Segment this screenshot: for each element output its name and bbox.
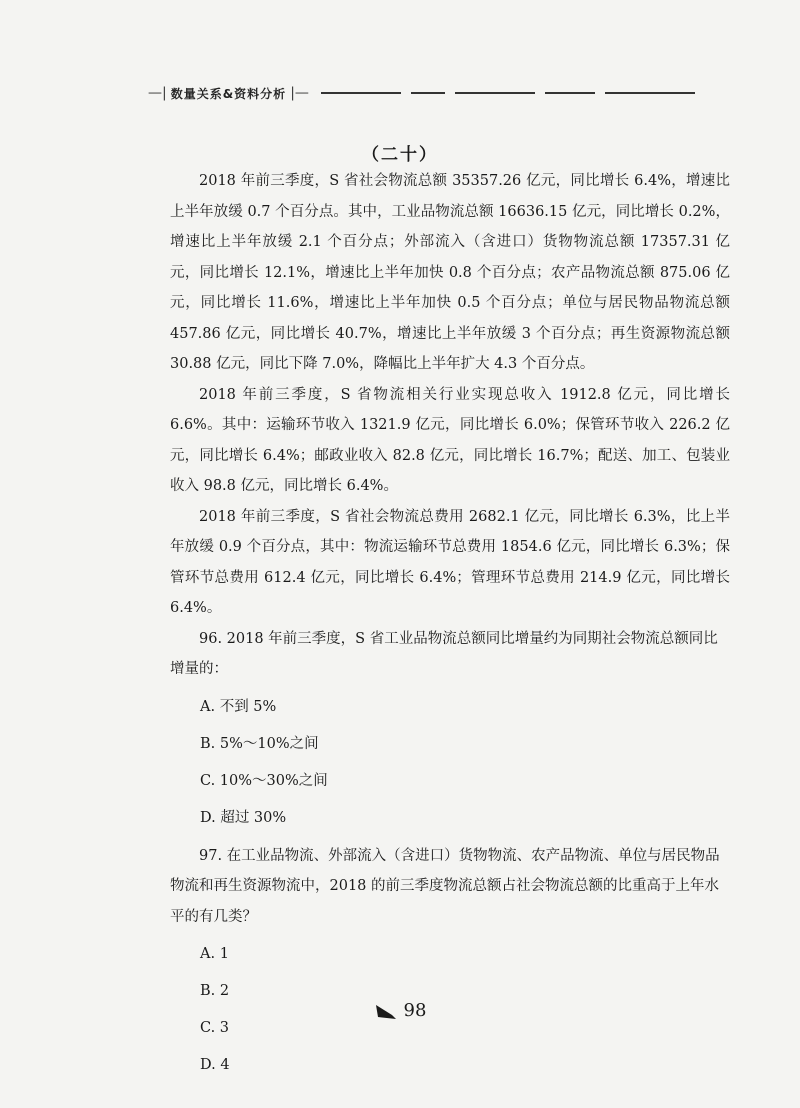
question-97-option-c[interactable]: C. 3: [200, 1020, 230, 1036]
header-title: 数量关系&资料分析: [170, 86, 287, 101]
question-97-option-a[interactable]: A. 1: [200, 946, 229, 962]
page-footer: [0, 1000, 800, 1021]
header-rule: [321, 92, 708, 94]
running-header: [148, 78, 708, 108]
page-number: 98: [403, 1000, 427, 1021]
section-title: （二十）: [362, 145, 438, 165]
paragraph-logistics-cost: 2018 年前三季度，S 省社会物流总费用 2682.1 亿元，同比增长 6.3%，比上半年放缓 0.9 个百分点，其中：物流运输环节总费用 1854.6 亿元，同比增长 6.3%；保管环节总费用 612.4 亿元，同比增长 6.4%；管理环节总费用 214.9 亿元，同比增长 6.4%。: [170, 508, 730, 616]
question-96-option-b[interactable]: B. 5%～10%之间: [200, 735, 319, 752]
question-96-option-a[interactable]: A. 不到 5%: [200, 698, 277, 715]
question-97-stem: 97. 在工业品物流、外部流入（含进口）货物物流、农产品物流、单位与居民物品物流和再生资源物流中，2018 的前三季度物流总额占社会物流总额的比重高于上年水平的有几类？: [170, 847, 720, 925]
paragraph-logistics-total: 2018 年前三季度，S 省社会物流总额 35357.26 亿元，同比增长 6.4%，增速比上半年放缓 0.7 个百分点。其中，工业品物流总额 16636.15 亿元，同比增长 0.2%，增速比上半年放缓 2.1 个百分点；外部流入（含进口）货物物流总额 17357.31 亿元，同比增长 12.1%，增速比上半年加快 0.8 个百分点；农产品物流总额 875.06 亿元，同比增长 11.6%，增速比上半年加快 0.5 个百分点；单位与居民物品物流总额 457.86 亿元，同比增长 40.7%，增速比上半年放缓 3 个百分点；再生资源物流总额 30.88 亿元，同比下降 7.0%，降幅比上半年扩大 4.3 个百分点。: [170, 173, 730, 372]
question-96-option-d[interactable]: D. 超过 30%: [200, 809, 287, 826]
document-body: [170, 166, 730, 1084]
question-96-stem: 96. 2018 年前三季度，S 省工业品物流总额同比增量约为同期社会物流总额同比增量的：: [170, 630, 718, 677]
question-97-option-d[interactable]: D. 4: [200, 1057, 230, 1073]
question-97-option-b[interactable]: B. 2: [200, 983, 230, 999]
page-corner-icon: [374, 1001, 398, 1021]
header-right-mark: |—: [290, 85, 309, 101]
paragraph-industry-revenue: 2018 年前三季度，S 省物流相关行业实现总收入 1912.8 亿元，同比增长 6.6%。其中：运输环节收入 1321.9 亿元，同比增长 6.0%；保管环节收入 226.2 亿元，同比增长 6.4%；邮政业收入 82.8 亿元，同比增长 16.7%；配送、加工、包装业收入 98.8 亿元，同比增长 6.4%。: [170, 386, 730, 494]
question-96-option-c[interactable]: C. 10%～30%之间: [200, 772, 328, 789]
header-left-mark: —|: [148, 85, 167, 101]
